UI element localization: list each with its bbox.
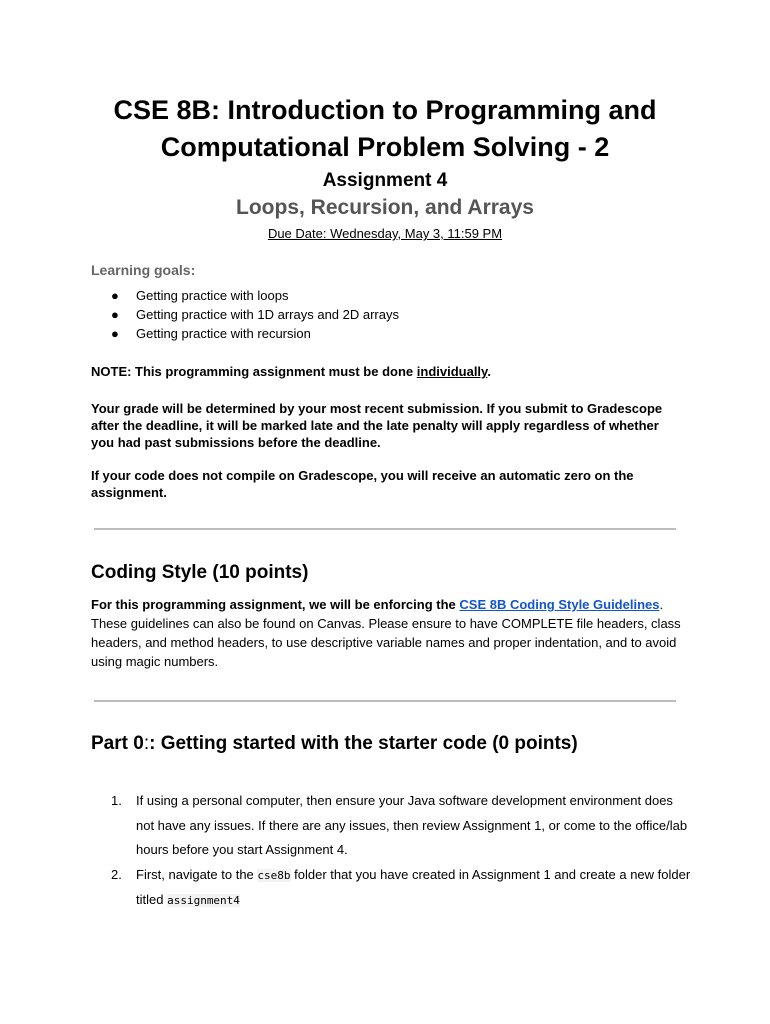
compile-policy: If your code does not compile on Gradescope, you will receive an automatic zero on the assignment. [91,468,634,500]
list-item [91,305,399,324]
learning-goals-heading: Learning goals: [91,262,196,278]
note-prefix: NOTE: This programming assignment must be done [91,364,417,379]
step-number: 2. [111,866,122,882]
folder-name-code: cse8b [257,868,291,882]
part0-heading [91,733,578,755]
step-number: 1. [111,793,122,808]
list-item [91,863,691,914]
part0-colon: : [143,733,150,754]
due-date: Due Date: Wednesday, May 3, 11:59 PM [267,226,503,241]
assignment-number: Assignment 4 [322,170,448,191]
coding-style-heading: Coding Style (10 points) [91,562,309,583]
divider [94,528,676,530]
list-item [91,286,399,305]
assignment-subtitle: Loops, Recursion, and Arrays [236,196,534,219]
list-item [91,324,399,343]
bullet-icon: ● [111,307,119,322]
part0-label: Part 0 [91,733,144,754]
new-folder-code: assignment4 [167,894,240,907]
bullet-icon: ● [111,288,119,303]
list-item [91,789,691,863]
learning-goals-list [91,286,399,343]
step-text-b: folder that you have created in Assignment 1 and create a new folder titled [136,866,691,907]
bullet-icon: ● [111,326,119,341]
grade-policy: Your grade will be determined by your most recent submission. If you submit to Gradescope after the deadline, it will be marked late and the late penalty will apply regardless of whether you had past submissions before the deadline. [91,401,663,450]
step-text: If using a personal computer, then ensure your Java software development environment does not have any issues. If there are any issues, then review Assignment 1, or come to the office/lab hours before you start Assignment 4. [136,793,688,857]
divider [94,700,676,702]
course-title: CSE 8B: Introduction to Programming and Computational Problem Solving - 2 [113,95,657,162]
note-suffix: . [487,364,491,379]
note-emphasis: individually [416,364,488,379]
individual-note [91,363,681,380]
part0-title: : Getting started with the starter code (0 points) [149,733,578,754]
coding-style-body: . These guidelines can also be found on Canvas. Please ensure to have COMPLETE file headers, class headers, and method headers, to use descriptive variable names and proper indentation, and to avoid using magic numbers. [91,597,681,669]
part0-steps [91,789,691,914]
coding-style-intro: For this programming assignment, we will be enforcing the [91,597,460,612]
step-text-a: First, navigate to the [136,866,258,882]
goal-text: Getting practice with 1D arrays and 2D arrays [136,307,399,322]
goal-text: Getting practice with recursion [136,326,311,341]
coding-style-paragraph [91,595,681,671]
style-guidelines-link[interactable]: CSE 8B Coding Style Guidelines [459,597,660,612]
goal-text: Getting practice with loops [136,288,289,303]
